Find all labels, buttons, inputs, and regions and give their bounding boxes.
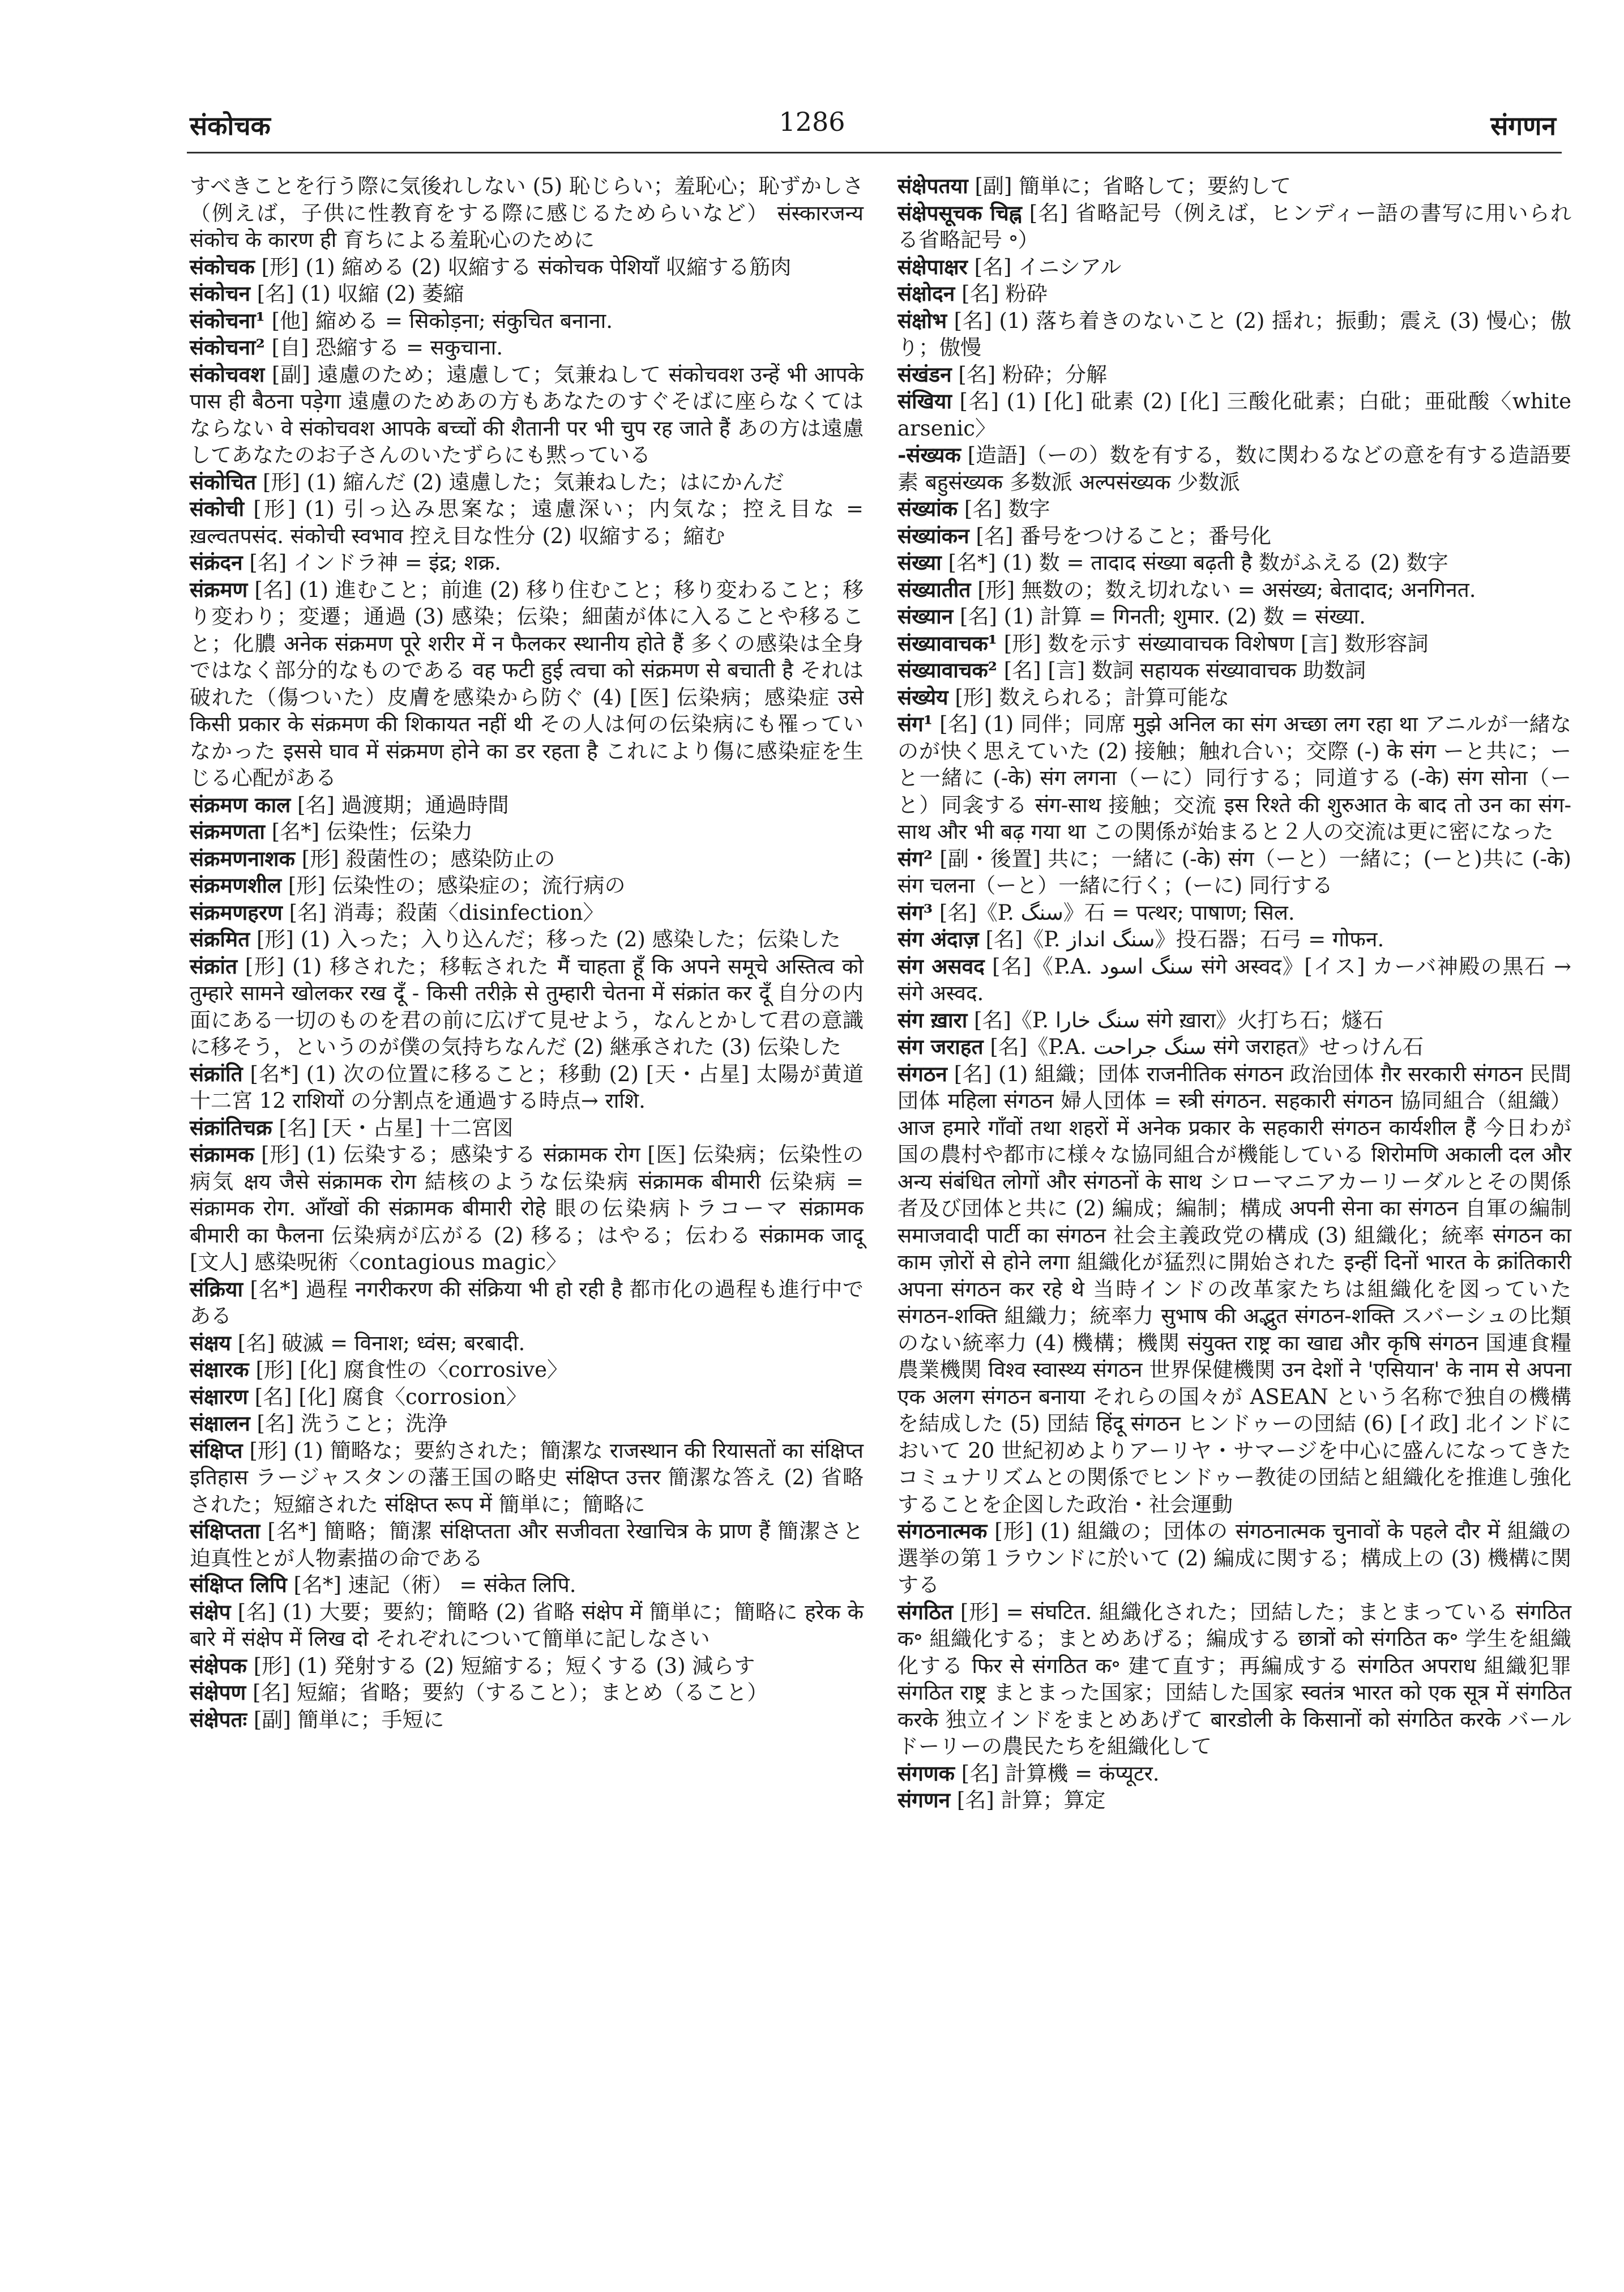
headword: संक्रमणशील: [190, 873, 282, 898]
dictionary-entry: [190, 254, 864, 281]
definition: [形] 殺菌性の；感染防止の: [295, 846, 555, 871]
headword: संख्यांक: [898, 496, 958, 521]
definition: [名] 省略記号（例えば，ヒンディー語の書写に用いられる省略記号 ॰）: [898, 200, 1571, 252]
definition: [副] 簡単に；手短に: [247, 1707, 445, 1732]
headword: संखिया: [898, 389, 952, 413]
headword: संक्षेपाक्षर: [898, 254, 968, 279]
definition: [副・後置] 共に；一緒に (-के) संग（ーと）一緒に；(ーと)共に (-के) संग चलना（ーと）一緒に行く；(ーに) 同行する: [898, 846, 1571, 898]
definition: [名] 過渡期；通過時間: [290, 792, 509, 817]
left-guide-word: संकोचक: [190, 110, 271, 141]
definition: [名] 短縮；省略；要約（すること）；まとめ（ること）: [246, 1680, 768, 1705]
definition: [名]《P. سنگ》石 = पत्थर; पाषाण; सिल.: [933, 900, 1295, 925]
headword: संग जराहत: [898, 1034, 984, 1059]
headword: संक्षेपण: [190, 1680, 246, 1705]
definition: [形] = संघटित. 組織化された；団結した；まとまっている संगठित क॰ 組織化する；まとめあげる；編成する छात्रों को संगठित क॰ 学生を組織化する फिर से संगठित क॰ 建て直す；再編成する संगठित अपराध 組織犯罪 संगठित राष्ट्र まとまった国家；団結した国家 स्वतंत्र भारत को एक सूत्र में संगठित करके 独立インドをまとめあげて बारडोली के किसानों को संगठित करके バールドーリーの農民たちを組織化して: [898, 1599, 1571, 1759]
definition: [名] 計算；算定: [950, 1788, 1106, 1812]
dictionary-entry: [898, 657, 1571, 684]
definition: [名] 破滅 = विनाश; ध्वंस; बरबादी.: [231, 1330, 525, 1355]
headword: संक्षारण: [190, 1384, 249, 1409]
dictionary-entry: [190, 1276, 864, 1330]
headword: संगठित: [898, 1599, 954, 1624]
dictionary-entry: [190, 792, 864, 819]
dictionary-entry: [898, 254, 1571, 281]
dictionary-entry: [898, 173, 1571, 200]
dictionary-entry: [898, 1599, 1571, 1760]
definition: [形] 数を示す संख्यावाचक विशेषण [言] 数形容詞: [997, 631, 1429, 656]
dictionary-entry: [190, 1706, 864, 1734]
definition: [形] (1) 入った；入り込んだ；移った (2) 感染した；伝染した: [250, 927, 841, 951]
dictionary-entry: [190, 1115, 864, 1142]
headword: संक्षिप्त: [190, 1437, 243, 1463]
dictionary-entry: [190, 1061, 864, 1115]
definition: [名] (1) 組織；団体 राजनीतिक संगठन 政治団体 ग़ैर सरकारी संगठन 民間団体 महिला संगठन 婦人団体 = स्त्री संगठन. सहकारी संगठन 協同組合（組織） आज हमारे गाँवों तथा शहरों में अनेक प्रकार के सहकारी संगठन कार्यशील हैं 今日わが国の農村や都市に様々な協同組合が機能している शिरोमणि अकाली दल और अन्य संबंधित लोगों और संगठनों के साथ シローマニアカーリーダルとその関係者及び団体と共に (2) 編成；編制；構成 अपनी सेना का संगठन 自軍の編制 समाजवादी पार्टी का संगठन 社会主義政党の構成 (3) 組織化；統率 संगठन का काम ज़ोरों से होने लगा 組織化が猛烈に開始された इन्हीं दिनों भारत के क्रांतिकारी अपना संगठन कर रहे थे 当時インドの改革家たちは組織化を図っていた संगठन-शक्ति 組織力；統率力 सुभाष की अद्भुत संगठन-शक्ति スバーシュの比類のない統率力 (4) 機構；機関 संयुक्त राष्ट्र का खाद्य और कृषि संगठन 国連食糧農業機関 विश्व स्वास्थ्य संगठन 世界保健機関 उन देशों ने 'एसियान' के नाम से अपना एक अलग संगठन बनाया それらの国々が ASEAN という名称で独自の機構を結成した (5) 団結 हिंदू संगठन ヒンドゥーの団結 (6) [イ政] 北インドにおいて 20 世紀初めよりアーリヤ・サマージを中心に盛んになってきたコミュナリズムとの関係でヒンドゥー教徒の団結と組織化を推進し強化することを企図した政治・社会運動: [898, 1061, 1571, 1517]
headword: संक्रमणहरण: [190, 899, 283, 925]
dictionary-entry: [898, 523, 1571, 550]
definition: [形] (1) 伝染する；感染する संक्रामक रोग [医] 伝染病；伝染性の病気 क्षय जैसे संक्रामक रोग 結核のような伝染病 संक्रामक बीमारी 伝染病 = संक्रामक रोग. आँखों की संक्रामक बीमारी रोहे 眼の伝染病トラコーマ संक्रामक बीमारी का फैलना 伝染病が広がる (2) 移る；はやる；伝わる संक्रामक जादू [文人] 感染呪術〈contagious magic〉: [190, 1142, 864, 1274]
dictionary-entry: [190, 1518, 864, 1572]
headword: संग ख़ारा: [898, 1007, 968, 1032]
headword: संक्षोदन: [898, 281, 955, 306]
definition: [名]《P. سنگ انداز》投石器；石弓 = गोफन.: [978, 927, 1384, 951]
headword: संख्येय: [898, 684, 948, 710]
dictionary-entry: [898, 899, 1571, 927]
definition: [名] 洗うこと；洗浄: [250, 1411, 448, 1436]
headword: संग²: [898, 846, 933, 871]
definition: [名] イニシアル: [967, 254, 1122, 279]
headword: संक्रिया: [190, 1276, 243, 1301]
dictionary-entry: [190, 549, 864, 577]
definition: [名]《P.A. سنگ جراحت संगे जराहत》せっけん石: [983, 1035, 1424, 1059]
dictionary-entry: [190, 361, 864, 469]
headword: संक्रमित: [190, 927, 250, 951]
definition: [副] 遠慮のため；遠慮して；気兼ねして संकोचवश उन्हें भी आपके पास ही बैठना पड़ेगा 遠慮のためあの方もあなたのすぐそばに座らなくてはならない वे संकोचवश आपके बच्चों की शैतानी पर भी चुप रह जाते हैं あの方は遠慮してあなたのお子さんのいたずらにも黙っている: [190, 362, 864, 467]
definition: [名] [天・占星] 十二宮図: [272, 1115, 514, 1140]
headword: संग³: [898, 899, 933, 925]
dictionary-entry: [898, 711, 1571, 846]
headword: संक्रांति: [190, 1061, 243, 1086]
headword: संख्यांकन: [898, 523, 969, 548]
definition: [名*] 過程 नगरीकरण की संक्रिया भी हो रही है 都市化の過程も進行中である: [190, 1277, 864, 1328]
definition: [名] 数字: [958, 497, 1050, 521]
dictionary-entry: [190, 173, 864, 254]
dictionary-entry: [190, 1410, 864, 1437]
dictionary-entry: [190, 577, 864, 792]
dictionary-entry: [898, 1034, 1571, 1061]
dictionary-entry: [898, 953, 1571, 1007]
headword: संकोचवश: [190, 361, 265, 387]
left-column: [190, 173, 864, 1733]
dictionary-entry: [898, 630, 1571, 658]
dictionary-entry: [898, 1061, 1571, 1518]
headword: संक्रमण: [190, 577, 248, 602]
definition: [形] (1) 縮んだ (2) 遠慮した；気兼ねした；はにかんだ: [256, 470, 784, 494]
dictionary-entry: [898, 361, 1571, 389]
definition: [名] (1) 進むこと；前進 (2) 移り住むこと；移り変わること；移り変わり；変遷；通過 (3) 感染；伝染；細菌が体に入ることや移ること；化膿 अनेक संक्रमण पूरे शरीर में न फैलकर स्थानीय होते हैं 多くの感染は全身ではなく部分的なものである वह फटी हुई त्वचा को संक्रमण से बचाती है それは破れた（傷ついた）皮膚を感染から防ぐ (4) [医] 伝染病；感染症 उसे किसी प्रकार के संक्रमण की शिकायत नहीं थी その人は何の伝染病にも罹っていなかった इससे घाव में संक्रमण होने का डर रहता है これにより傷に感染症を生じる心配がある: [190, 577, 864, 790]
right-guide-word: संगणन: [1490, 110, 1556, 141]
definition: [名*] (1) 数 = तादाद संख्या बढ़ती है 数がふえる (2) 数字: [941, 550, 1448, 575]
headword: संक्रमण काल: [190, 792, 291, 817]
headword: संक्षेप: [190, 1599, 231, 1624]
definition: [形] (1) 簡略な；要約された；簡潔な राजस्थान की रियासतों का संक्षिप्त इतिहास ラージャスタンの藩王国の略史 संक्षिप्त उत्तर 簡潔な答え (2) 省略された；短縮された संक्षिप्त रूप में 簡単に；簡略に: [190, 1438, 864, 1517]
dictionary-entry: [190, 308, 864, 335]
headword: संक्षेपतः: [190, 1706, 247, 1732]
definition: [名] (1) 落ち着きのないこと (2) 揺れ；振動；震え (3) 慢心；傲り；傲慢: [898, 308, 1571, 360]
dictionary-entry: [898, 577, 1571, 604]
headword: संक्षोभ: [898, 308, 947, 333]
dictionary-entry: [898, 684, 1571, 711]
header-rule: [187, 152, 1562, 153]
definition: [形] 無数の；数え切れない = असंख्य; बेतादाद; अनगिनत.: [971, 577, 1476, 602]
dictionary-entry: [898, 388, 1571, 442]
headword: संक्षिप्तता: [190, 1518, 260, 1543]
definition: すべきことを行う際に気後れしない (5) 恥じらい；羞恥心；恥ずかしさ（例えば，子供に性教育をする際に感じるためらいなど） संस्कारजन्य संकोच के कारण ही 育ちによる羞恥心のために: [190, 174, 864, 252]
headword: संग अंदाज़: [898, 927, 979, 951]
definition: [名*] (1) 次の位置に移ること；移動 (2) [天・占星] 太陽が黄道十二宮 12 राशियों の分割点を通過する時点→ राशि.: [190, 1061, 864, 1113]
dictionary-entry: [190, 1384, 864, 1411]
definition: [名] (1) 同伴；同席 मुझे अनिल का संग अच्छा लग रहा था アニルが一緒なのが快く思えていた (2) 接触；触れ合い；交際 (-) के संग ーと共に；ーと一緒に (-के) संग लगना（ーに）同行する；同道する (-के) संग सोना（ーと）同衾する संग-साथ 接触；交流 इस रिश्ते की शुरुआत के बाद तो उन का संग-साथ और भी बढ़ गया था この関係が始まると２人の交流は更に密になった: [898, 712, 1571, 844]
dictionary-entry: [898, 603, 1571, 630]
dictionary-entry: [190, 899, 864, 927]
headword: संकोचना²: [190, 335, 265, 360]
dictionary-entry: [190, 334, 864, 361]
definition: [名] 粉砕；分解: [951, 362, 1108, 387]
definition: [名] (1) 計算 = गिनती; शुमार. (2) 数 = संख्या.: [953, 604, 1366, 629]
headword: संकोची: [190, 496, 245, 521]
headword: संकोचन: [190, 281, 251, 306]
dictionary-entry: [190, 818, 864, 846]
right-column: [898, 173, 1571, 1814]
dictionary-entry: [190, 872, 864, 899]
headword: संक्रांतिचक्र: [190, 1115, 272, 1140]
dictionary-entry: [190, 280, 864, 308]
headword: संख्यातीत: [898, 577, 971, 602]
definition: [形] (1) 引っ込み思案な；遠慮深い；内気な；控え目な = ख़ल्वतपसंद. संकोची स्वभाव 控え目な性分 (2) 収縮する；縮む: [190, 497, 864, 548]
dictionary-entry: [898, 549, 1571, 577]
headword: संगणन: [898, 1787, 951, 1812]
headword: संखंडन: [898, 361, 952, 387]
headword: संक्रंदन: [190, 550, 243, 575]
dictionary-entry: [190, 1437, 864, 1518]
headword: संक्षारक: [190, 1357, 249, 1382]
definition: [形] (1) 発射する (2) 短縮する；短くする (3) 減らす: [246, 1653, 755, 1678]
headword: संक्षेपतया: [898, 173, 968, 198]
headword: संकोचित: [190, 469, 257, 494]
definition: [名] [化] 腐食〈corrosion〉: [248, 1384, 527, 1409]
dictionary-entry: [898, 280, 1571, 308]
definition: [名] インドラ神 = इंद्र; शक्र.: [242, 550, 501, 575]
definition: [形] [化] 腐食性の〈corrosive〉: [249, 1358, 568, 1382]
headword: संक्षालन: [190, 1411, 250, 1436]
definition: [名] 粉砕: [955, 281, 1048, 306]
headword: संगठन: [898, 1061, 947, 1086]
dictionary-entry: [898, 1787, 1571, 1814]
dictionary-entry: [898, 846, 1571, 899]
definition: [名]《P. سنگ خارا संगे ख़ारा》火打ち石；燧石: [967, 1008, 1384, 1032]
definition: [形] 数えられる；計算可能な: [948, 685, 1229, 710]
dictionary-entry: [898, 1760, 1571, 1787]
definition: [名] (1) 大要；要約；簡略 (2) 省略 संक्षेप में 簡単に；簡略に हरेक के बारे में संक्षेप में लिख दो それぞれについて簡単に記しなさい: [190, 1599, 864, 1651]
headword: संग¹: [898, 711, 933, 736]
dictionary-entry: [190, 1356, 864, 1384]
definition: [形] 伝染性の；感染症の；流行病の: [281, 873, 626, 898]
dictionary-entry: [190, 926, 864, 953]
headword: संकोचक: [190, 254, 255, 279]
headword: संख्यान: [898, 604, 954, 629]
definition: [他] 縮める = सिकोड़ना; संकुचित बनाना.: [264, 308, 613, 333]
definition: [名] (1) [化] 砒素 (2) [化] 三酸化砒素；白砒；亜砒酸〈white arsenic〉: [898, 389, 1571, 441]
dictionary-entry: [898, 308, 1571, 361]
dictionary-entry: [190, 1141, 864, 1276]
definition: [造語]（ーの）数を有する，数に関わるなどの意を有する造語要素 बहुसंख्यक 多数派 अल्पसंख्यक 少数派: [898, 443, 1571, 494]
dictionary-entry: [898, 200, 1571, 254]
dictionary-entry: [190, 469, 864, 496]
dictionary-entry: [898, 926, 1571, 953]
definition: [形] (1) 縮める (2) 収縮する संकोचक पेशियाँ 収縮する筋肉: [254, 254, 792, 279]
headword: संक्षेपसूचक चिह्न: [898, 200, 1022, 225]
definition: [自] 恐縮する = सकुचाना.: [264, 335, 503, 360]
headword: -संख्यक: [898, 442, 961, 467]
definition: [名] 消毒；殺菌〈disinfection〉: [282, 900, 604, 925]
headword: संक्रामक: [190, 1142, 254, 1167]
definition: [名] 計算機 = कंप्यूटर.: [955, 1761, 1160, 1786]
definition: [名] (1) 収縮 (2) 萎縮: [250, 281, 464, 306]
headword: संक्रमणता: [190, 819, 265, 844]
dictionary-entry: [190, 1599, 864, 1653]
dictionary-entry: [190, 846, 864, 873]
dictionary-entry: [898, 496, 1571, 523]
page-number: 1286: [779, 106, 845, 137]
headword: संक्रमणनाशक: [190, 846, 295, 871]
definition: [名] 番号をつけること；番号化: [969, 523, 1272, 548]
dictionary-entry: [190, 496, 864, 549]
dictionary-entry: [898, 1518, 1571, 1599]
headword: संख्या: [898, 550, 942, 575]
definition: [名]《P.A. سنگ اسود संगे अस्वद》[イス] カーバ神殿の黒石 → संगे अस्वद.: [898, 954, 1571, 1005]
definition: [形] (1) 移された；移転された मैं चाहता हूँ कि अपने समूचे अस्तित्व को तुम्हारे सामने खोलकर रख दूँ - किसी तरीक़े से तुम्हारी चेतना में संक्रांत कर दूँ 自分の内面にある一切のものを君の前に広げて見せよう，なんとかして君の意識に移そう，というのが僕の気持ちなんだ (2) 継承された (3) 伝染した: [190, 954, 864, 1059]
headword: संख्यावाचक²: [898, 658, 997, 682]
dictionary-entry: [898, 1007, 1571, 1034]
headword: संकोचना¹: [190, 308, 265, 333]
headword: संक्षिप्त लिपि: [190, 1572, 287, 1597]
definition: [名] [言] 数詞 सहायक संख्यावाचक 助数詞: [997, 658, 1366, 682]
headword: संख्यावाचक¹: [898, 630, 997, 656]
dictionary-entry: [190, 1679, 864, 1706]
definition: [形] (1) 組織の；団体の संगठनात्मक चुनावों के पहले दौर में 組織の選挙の第１ラウンドに於いて (2) 編成に関する；構成上の (3) 機構に関する: [898, 1519, 1571, 1597]
definition: [名*] 簡略；簡潔 संक्षिप्तता और सजीवता रेखाचित्र के प्राण हैं 簡潔さと迫真性とが人物素描の命である: [190, 1519, 864, 1570]
dictionary-entry: [190, 1330, 864, 1357]
definition: [名*] 速記（術） = संकेत लिपि.: [287, 1573, 576, 1597]
dictionary-entry: [898, 442, 1571, 496]
headword: संगणक: [898, 1760, 955, 1786]
dictionary-entry: [190, 1653, 864, 1680]
headword: संक्षय: [190, 1330, 232, 1355]
dictionary-entry: [190, 953, 864, 1061]
headword: संग असवद: [898, 953, 985, 979]
dictionary-entry: [190, 1572, 864, 1599]
headword: संक्षेपक: [190, 1653, 247, 1678]
headword: संगठनात्मक: [898, 1518, 988, 1543]
definition: [副] 簡単に；省略して；要約して: [968, 174, 1292, 198]
definition: [名*] 伝染性；伝染力: [264, 820, 473, 844]
headword: संक्रांत: [190, 953, 238, 979]
